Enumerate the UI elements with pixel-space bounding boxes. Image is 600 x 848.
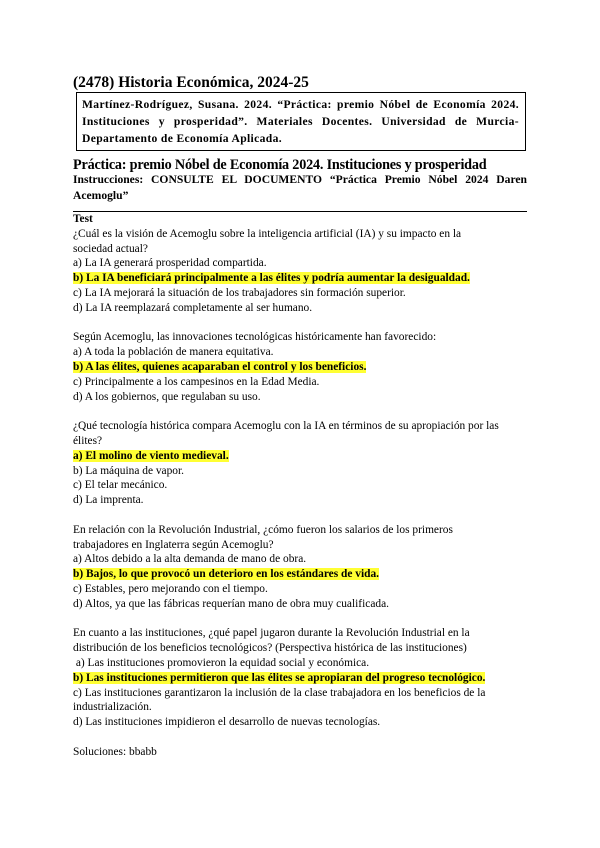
highlighted-answer: b) Bajos, lo que provocó un deterioro en los estándares de vida. (73, 568, 379, 581)
answer-option: c) Las instituciones garantizaron la inclusión de la clase trabajadora en los beneficios de la (73, 686, 486, 699)
highlighted-answer: b) A las élites, quienes acaparaban el control y los beneficios. (73, 360, 367, 373)
question-block (73, 626, 527, 730)
practice-title: Práctica: premio Nóbel de Economía 2024. Instituciones y prosperidad (73, 157, 487, 173)
answer-option: c) La IA mejorará la situación de los trabajadores sin formación superior. (73, 286, 406, 299)
answer-option: d) Altos, ya que las fábricas requerían mano de obra muy cualificada. (73, 597, 389, 610)
citation-box: Martínez-Rodríguez, Susana. 2024. “Práctica: premio Nóbel de Economía 2024. Instituciones y prosperidad”. Materiales Docentes. Universidad de Murcia- Departamento de Economía Aplicada. (76, 92, 526, 151)
question-text: ¿Qué tecnología histórica compara Acemoglu con la IA en términos de su apropiación por las (73, 420, 499, 433)
answer-option-correct (73, 449, 527, 464)
answer-option: d) La imprenta. (73, 494, 144, 507)
question-block (73, 419, 527, 508)
test-label: Test (73, 213, 93, 225)
question-block (73, 227, 527, 316)
question-text: ¿Cuál es la visión de Acemoglu sobre la inteligencia artificial (IA) y su impacto en la (73, 227, 462, 240)
question-text: En relación con la Revolución Industrial, ¿cómo fueron los salarios de los primeros (73, 523, 453, 536)
question-text: En cuanto a las instituciones, ¿qué papel jugaron durante la Revolución Industrial en la (73, 627, 470, 640)
answer-option-correct (73, 360, 527, 375)
answer-option: a) La IA generará prosperidad compartida. (73, 257, 267, 270)
answer-option: d) Las instituciones impidieron el desarrollo de nuevas tecnologías. (73, 716, 381, 729)
answer-option: b) La máquina de vapor. (73, 464, 185, 477)
answer-option: d) A los gobiernos, que regulaban su uso. (73, 390, 261, 403)
answer-option-correct (73, 671, 527, 686)
question-block (73, 330, 527, 404)
answer-option: c) Estables, pero mejorando con el tiempo. (73, 582, 268, 595)
question-block (73, 523, 527, 612)
answer-option: a) Altos debido a la alta demanda de mano de obra. (73, 553, 307, 566)
question-text: trabajadores en Inglaterra según Acemoglu? (73, 538, 274, 551)
question-text: distribución de los beneficios tecnológicos? (Perspectiva histórica de las instituciones) (73, 642, 467, 655)
highlighted-answer: b) La IA beneficiará principalmente a las élites y podría aumentar la desigualdad. (73, 272, 470, 285)
answer-option: c) Principalmente a los campesinos en la Edad Media. (73, 375, 320, 388)
question-text: Según Acemoglu, las innovaciones tecnológicas históricamente han favorecido: (73, 331, 437, 344)
solutions: Soluciones: bbabb (73, 745, 157, 758)
highlighted-answer: b) Las instituciones permitieron que las élites se apropiaran del progreso tecnológico. (73, 671, 486, 684)
instructions: Instrucciones: CONSULTE EL DOCUMENTO “Práctica Premio Nóbel 2024 Daren Acemoglu” (73, 173, 527, 202)
question-text: sociedad actual? (73, 242, 148, 255)
answer-option-correct (73, 271, 527, 286)
answer-option: d) La IA reemplazará completamente al ser humano. (73, 301, 313, 314)
answer-option: a) Las instituciones promovieron la equidad social y económica. (73, 656, 370, 669)
test-section (73, 212, 527, 759)
answer-option: industrialización. (73, 701, 152, 714)
course-title: (2478) Historia Económica, 2024-25 (73, 74, 309, 91)
question-text: élites? (73, 434, 103, 447)
answer-option-correct (73, 567, 527, 582)
answer-option: c) El telar mecánico. (73, 479, 168, 492)
highlighted-answer: a) El molino de viento medieval. (73, 449, 229, 462)
answer-option: a) A toda la población de manera equitativa. (73, 346, 274, 359)
